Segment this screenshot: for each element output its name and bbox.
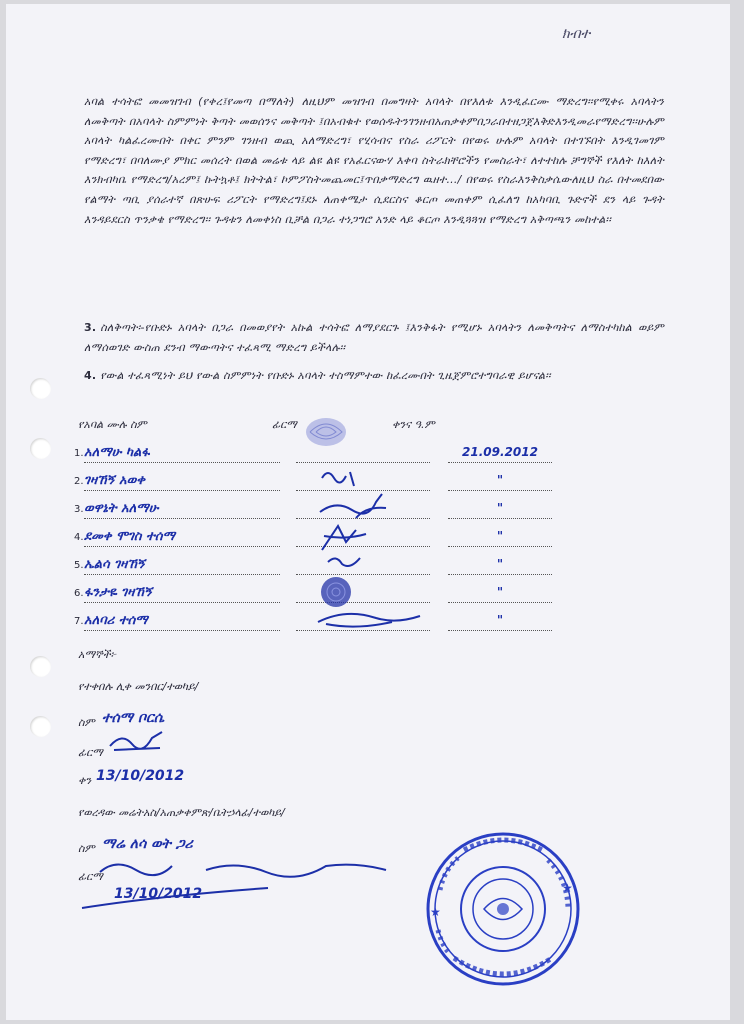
svg-text:★: ★ [430,905,441,919]
punch-hole [30,438,51,459]
member-date: " [448,500,552,519]
member-number: 4. [74,532,84,543]
office-sign-label: ፊርማ [78,870,103,883]
member-row [74,500,554,522]
member-date: " [448,612,552,631]
section-3-number: 3. [84,321,97,334]
member-row [74,528,554,550]
corner-note: ክብተ [562,26,591,42]
member-number: 2. [74,476,84,487]
receiver-date-label: ቀን [78,774,92,787]
member-name: ፋንታዬ ገዛኸኝ [84,584,280,603]
member-row [74,472,554,494]
member-number: 5. [74,560,84,571]
punch-hole [30,656,51,677]
header-member-name: የአባል ሙሉ ስም [78,418,147,431]
member-signature [296,612,430,631]
member-name: ደመቀ ሞገስ ተሰማ [84,528,280,547]
member-name: አለማሁ ካልፋ [84,444,280,463]
punch-hole [30,716,51,737]
member-name: ኤልሳ ገዛኸኝ [84,556,280,575]
receiver-name: ተሰማ ቦርሴ [102,710,165,726]
member-date: " [448,528,552,547]
member-name: አለባሪ ተሰማ [84,612,280,631]
member-name: ገዛኸኝ አወቀ [84,472,280,491]
office-heading: የወረዳው መሬትአስ/አጠቃቀምጽ/ቤትኃላፊ/ተወካይ/ [78,806,285,819]
svg-text:★: ★ [562,881,573,895]
member-row [74,444,554,466]
member-row [74,584,554,606]
member-signature [296,556,430,575]
member-date: " [448,584,552,603]
receiver-date: 13/10/2012 [96,768,185,784]
document-page [6,4,730,1020]
office-date-underline [78,884,278,914]
member-date: " [448,556,552,575]
receiver-signature [106,728,170,756]
member-signature [296,444,430,463]
receiver-name-label: ስም [78,716,95,729]
member-signature [296,528,430,547]
section-3-text: ስለቅጣት፡-የቡድኑ አባላት በጋራ በመወያየት አኩል ተሳትፎ ለማያደርጉ ፤እንቅፋት የሚሆኑ አባላትን ለመቅጣትና ለማስተካከል ወይም ለማሰወገድ ውስጠ ደንብ ማውጣትና ተፈጻሚ ማድረግ ይችላሉ፡፡ [84,321,664,354]
header-signature: ፊርማ [272,418,297,431]
member-number: 6. [74,588,84,599]
header-date: ቀንና ዓ.ም [392,418,435,431]
member-number: 1. [74,448,84,459]
receiver-sign-label: ፊርማ [78,746,103,759]
member-signature [296,472,430,491]
member-name: ወዋኔት አለማሁ [84,500,280,519]
member-date: " [448,472,552,491]
receiver-heading: የተቀበሉ ሊቀ መንበር/ተወካይ/ [78,680,199,693]
section-4 [84,366,664,386]
member-row [74,612,554,634]
member-signature [296,500,430,519]
attestation-label: አማኞች፦ [78,648,117,661]
member-signature [296,584,430,603]
section-3 [84,318,664,357]
main-paragraph: አባል ተሳትፎ መመዝገብ (የቀረ፤የመጣ በማለት) ለዚህም መዝገብ በመግዛት አባላት በየእለቱ እንዲፈርሙ ማድረግ፡፡የሚቀሩ አባላትን ለመቅጣት በአባላት ስምምነት ቅጣት መወሰንና መቅጣት ፤በአብቁተ የወሰዱትንገንዘብአጠቃቀምበጋራበተዘጋጀእቅድእንዲመራየማድረግ፡፡ሁሉም አባላት ካልፈረሙበት በቀር ምንም ገንዘብ ወጪ አለማድረግ፣ የሂሳብና የስራ ሪፖርት በየወሩ ሁሉም አባላት በተገኙበት እንዲገመገም የማድረግ፣ በባለሙያ ምክር መሰረት በወል መሬቱ ላይ ልዩ ልዩ የአፈርናውሃ እቀባ ስትራክቸሮችን የመስራት፣ ለተተከሉ ቻግኞች የእለት ከእለት እንክብካቤ የማድረግ/አረም፤ ኩትኳቶ፤ ክትትል፣ ኮምፖስትመጨመር፤ጥበቃማድረግ ዉዘተ.../ በየወሩ የስራእንቅስቃሴውለዚህ ስራ በተመደበው የልማት ጣቢ ያሰራተኛ በጽሁፍ ሪፖርት የማድረግ፤ደኑ ለጠቀሜታ ሲደርስና ቆርጦ መጠቀም ሲፈለግ ከአካባቢ ጉድኖች ደን ላይ ጉዳት እንዳይደርስ ጥንቃቄ የማድረግ፡፡ ጉዳቱን ለመቀነስ ቢቻል በጋራ ተነጋግሮ አንድ ላይ ቆርጦ እንዲጓጓዝ የማድረግ አቅጣጫን መከተል፡፡ [84,95,664,226]
office-date: 13/10/2012 [114,886,203,902]
member-number: 3. [74,504,84,515]
official-stamp [424,830,582,988]
section-4-text: የውል ተፈጻሚነት ይህ የውል ስምምነት የቡድኑ አባላት ተስማምተው ከፈረሙበት ጊዜጀምሮተግባራዊ ይሆናል፡፡ [100,369,551,382]
member-row [74,556,554,578]
member-number: 7. [74,616,84,627]
member-date: 21.09.2012 [448,444,552,463]
punch-hole [30,378,51,399]
office-name: ማሬ ለሳ ወት ጋሪ [102,836,193,852]
office-name-label: ስም [78,842,95,855]
office-signature [96,856,396,886]
section-4-number: 4. [84,369,97,382]
